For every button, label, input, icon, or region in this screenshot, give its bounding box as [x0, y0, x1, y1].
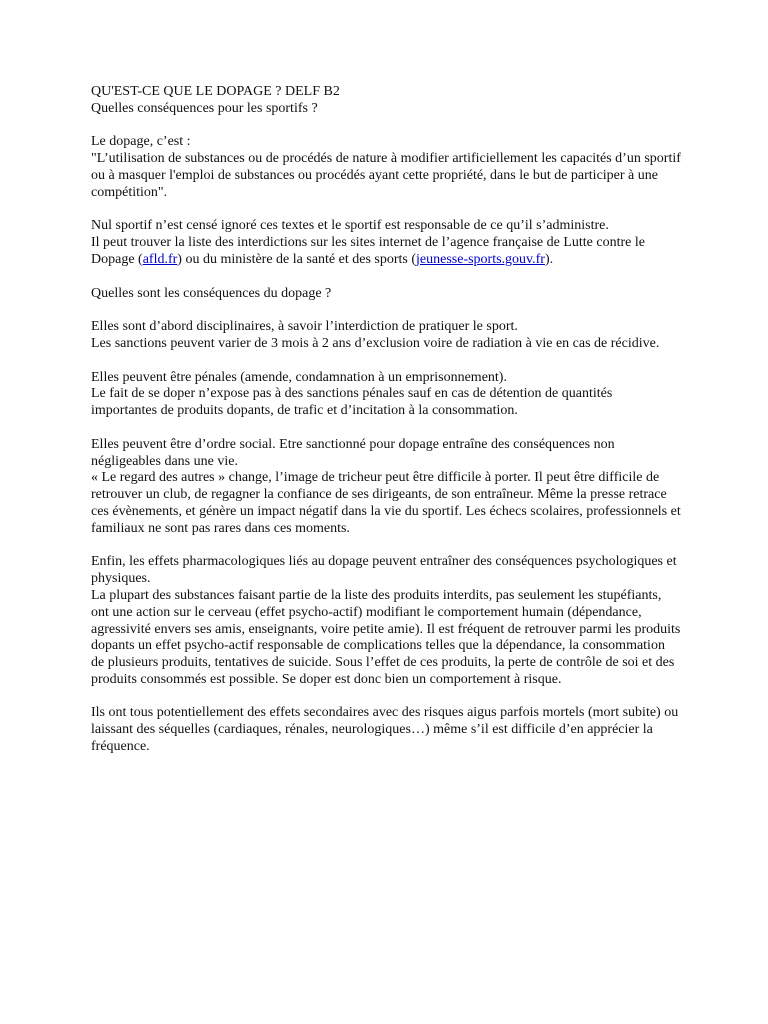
jeunesse-sports-link[interactable]: jeunesse-sports.gouv.fr: [416, 251, 545, 267]
spacer: [91, 118, 681, 135]
paragraph-penal: Elles peuvent être pénales (amende, condamnation à un emprisonnement).: [91, 369, 507, 385]
intro-label: Le dopage, c’est :: [91, 134, 191, 150]
sources-text-3: ).: [544, 251, 554, 267]
spacer: [91, 202, 681, 219]
document-title: QU'EST-CE QUE LE DOPAGE ? DELF B2: [91, 84, 340, 99]
sources-text-1: Il peut trouver la liste des interdictions sur les sites internet de l’agence française de Lutte contre le Dopage (: [91, 235, 645, 267]
spacer: [91, 420, 681, 437]
paragraph-penal-detail: Le fait de se doper n’expose pas à des sanctions pénales sauf en cas de détention de quantités importantes de produits dopants, de trafic et d’incitation à la consommation.: [91, 386, 613, 419]
definition-quote: "L’utilisation de substances ou de procédés de nature à modifier artificiellement les capacités d’un sportif ou à masquer l'emploi de substances ou procédés ayant cette propriété, dans le but de participer à une compétition".: [91, 151, 681, 200]
spacer: [91, 538, 681, 555]
paragraph-social: Elles peuvent être d’ordre social. Etre sanctionné pour dopage entraîne des conséquences non négligeables dans une vie.: [91, 436, 615, 469]
paragraph-social-detail: « Le regard des autres » change, l’image de tricheur peut être difficile à porter. Il peut être difficile de retrouver un club, de regagner la confiance de ses dirigeants, de son entraîneur. Même la presse retrace ces évènements, et génère un impact négatif dans la vie du sportif. Les échecs scolaires, professionnels et familiaux ne sont pas rares dans ces moments.: [91, 470, 681, 536]
document-page: [91, 84, 681, 756]
paragraph-sanctions: Les sanctions peuvent varier de 3 mois à 2 ans d’exclusion voire de radiation à vie en cas de récidive.: [91, 335, 660, 351]
paragraph-side-effects: Ils ont tous potentiellement des effets secondaires avec des risques aigus parfois mortels (mort subite) ou laissant des séquelles (cardiaques, rénales, neurologiques…) même s’il est difficile d’en apprécier la fréquence.: [91, 705, 679, 755]
spacer: [91, 269, 681, 286]
paragraph-pharmacological: Enfin, les effets pharmacologiques liés au dopage peuvent entraîner des conséquences psychologiques et physiques.: [91, 554, 677, 587]
spacer: [91, 302, 681, 319]
paragraph-sources: [91, 235, 681, 269]
sources-text-2: ) ou du ministère de la santé et des sports (: [177, 251, 417, 267]
document-subtitle: Quelles conséquences pour les sportifs ?: [91, 100, 318, 116]
section-question: Quelles sont les conséquences du dopage ?: [91, 285, 332, 301]
paragraph-pharmacological-detail: La plupart des substances faisant partie de la liste des produits interdits, pas seulement les stupéfiants, ont une action sur le cerveau (effet psycho-actif) modifiant le comportement humain (dépendance, agressivité envers ses amis, enseignants, voire petite amie). Il est fréquent de retrouver parmi les produits dopants un effet psycho-actif responsable de complications telles que la dépendance, la consommation de plusieurs produits, tentatives de suicide. Sous l’effet de ces produits, la perte de contrôle de soi et des produits consommés est possible. Se doper est donc bien un comportement à risque.: [91, 587, 681, 687]
spacer: [91, 689, 681, 706]
paragraph-responsibility: Nul sportif n’est censé ignoré ces textes et le sportif est responsable de ce qu’il s’administre.: [91, 218, 609, 234]
paragraph-disciplinary: Elles sont d’abord disciplinaires, à savoir l’interdiction de pratiquer le sport.: [91, 319, 518, 335]
spacer: [91, 353, 681, 370]
afld-link[interactable]: afld.fr: [142, 251, 178, 267]
